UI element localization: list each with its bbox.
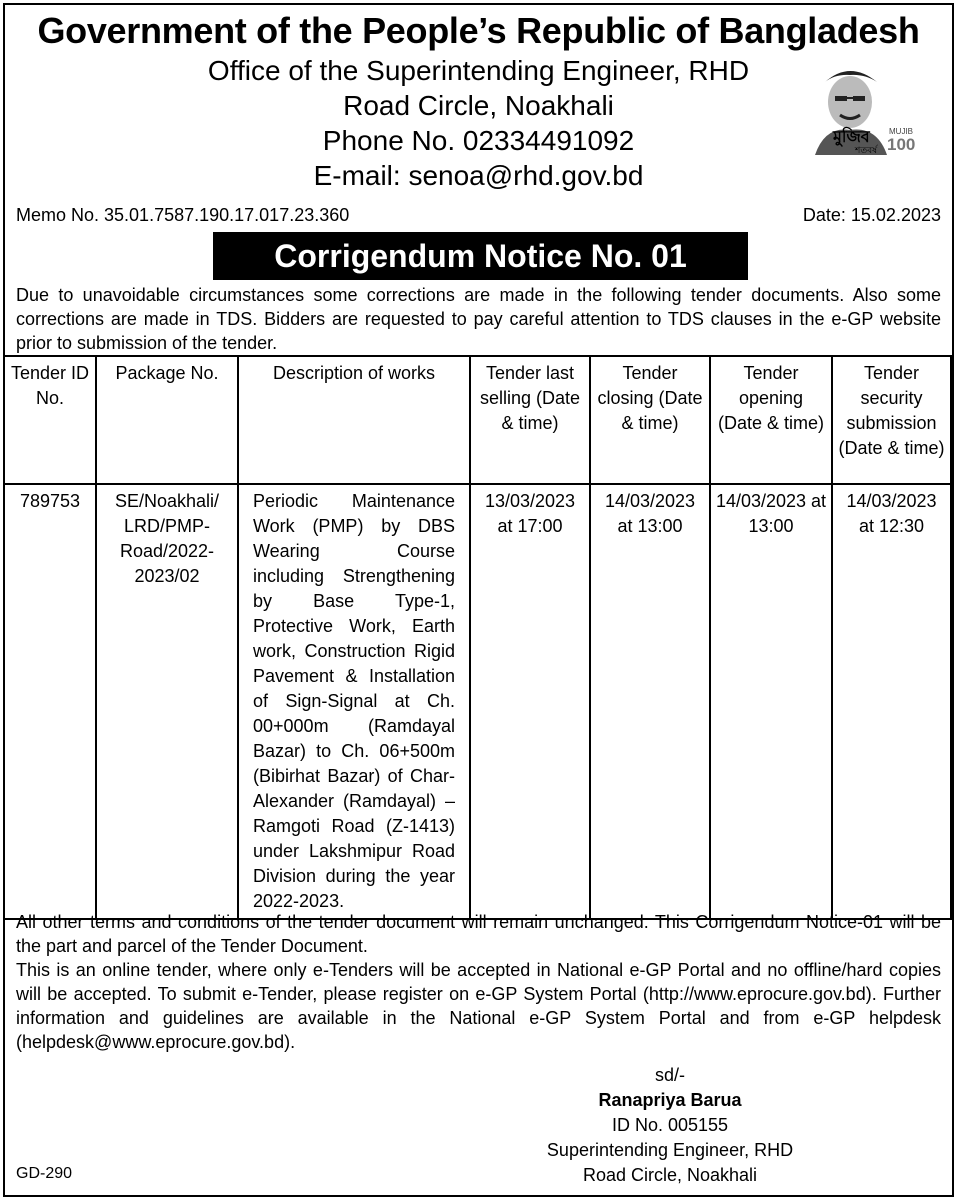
svg-text:শতবর্ষ: শতবর্ষ: [855, 146, 878, 155]
mujib-100-logo: [805, 60, 925, 155]
intro-paragraph: Due to unavoidable circumstances some corrections are made in the following tender documents. Also some corrections are made in TDS. Bidders are requested to pay careful attention to TDS clauses in the e-GP website prior to submission of the tender.: [16, 285, 941, 353]
signatory-designation: Superintending Engineer, RHD: [546, 1140, 794, 1160]
terms-paragraph-2: [16, 958, 941, 1054]
email-line: [0, 160, 957, 192]
signature-sd: sd/-: [654, 1065, 685, 1085]
memo-number: Memo No. 35.01.7587.190.17.017.23.360: [16, 205, 350, 225]
government-title: Government of the People’s Republic of Bangladesh: [37, 10, 920, 51]
cell-description: Periodic Maintenance Work (PMP) by DBS Wearing Course including Strengthening by Base Type-1, Protective Work, Earth work, Construction Rigid Pavement & Installation of Sign-Signal at Ch. 00+000m (Ramdayal Bazar) to Ch. 06+500m (Bibirhat Bazar) of Char-Alexander (Ramdayal) – Ramgoti Road (Z-1413) under Lakshmipur Road Division during the year 2022-2023.: [238, 484, 470, 919]
email-link[interactable]: senoa@rhd.gov.bd: [408, 160, 644, 191]
svg-text:100: 100: [887, 135, 916, 154]
header-security-submission: Tender security submission (Date & time): [832, 356, 951, 484]
notice-title: Corrigendum Notice No. 01: [213, 232, 748, 280]
terms-text-c: ).: [284, 1032, 296, 1052]
cell-tender-id: 789753: [4, 484, 96, 919]
signatory-office: Road Circle, Noakhali: [582, 1165, 758, 1185]
eprocure-portal-link[interactable]: http://www.eprocure.gov.bd: [648, 984, 866, 1004]
header-description: Description of works: [238, 356, 470, 484]
office-name: Office of the Superintending Engineer, RHD: [207, 55, 750, 86]
table-row: [4, 484, 951, 919]
gd-code: GD-290: [16, 1165, 73, 1182]
cell-package-no: SE/Noakhali/ LRD/PMP- Road/2022- 2023/02: [96, 484, 238, 919]
terms-text-b: ). Further information and guidelines are available in the National e-GP System Portal and from e-GP helpdesk (: [16, 984, 942, 1052]
header-package-no: Package No.: [96, 356, 238, 484]
tender-table: [3, 355, 952, 920]
cell-security-submission: 14/03/2023 at 12:30: [832, 484, 951, 919]
email-label: E-mail:: [313, 160, 409, 191]
signatory-name: Ranapriya Barua: [598, 1090, 742, 1110]
header-opening: Tender opening (Date & time): [710, 356, 832, 484]
terms-paragraph-1: All other terms and conditions of the tender document will remain unchanged. This Corrigendum Notice-01 will be the part and parcel of the Tender Document.: [16, 912, 941, 956]
header-closing: Tender closing (Date & time): [590, 356, 710, 484]
helpdesk-email-link[interactable]: helpdesk@www.eprocure.gov.bd: [22, 1032, 285, 1052]
signatory-id: ID No. 005155: [611, 1115, 729, 1135]
svg-text:MUJIB: MUJIB: [889, 127, 913, 136]
table-header-row: [4, 356, 951, 484]
header-last-selling: Tender last selling (Date & time): [470, 356, 590, 484]
terms-section: [16, 910, 941, 1054]
phone-number: Phone No. 02334491092: [322, 125, 635, 156]
notice-date: Date: 15.02.2023: [802, 205, 941, 225]
terms-text-a: This is an online tender, where only e-Tenders will be accepted in National e-GP Portal and no offline/hard copies will be accepted. To submit e-Tender, please register on e-GP System Portal (: [16, 960, 941, 1004]
cell-last-selling: 13/03/2023 at 17:00: [470, 484, 590, 919]
svg-text:মুজিব: মুজিব: [833, 127, 870, 146]
cell-closing: 14/03/2023 at 13:00: [590, 484, 710, 919]
road-circle: Road Circle, Noakhali: [343, 90, 614, 121]
header-tender-id: Tender ID No.: [4, 356, 96, 484]
cell-opening: 14/03/2023 at 13:00: [710, 484, 832, 919]
